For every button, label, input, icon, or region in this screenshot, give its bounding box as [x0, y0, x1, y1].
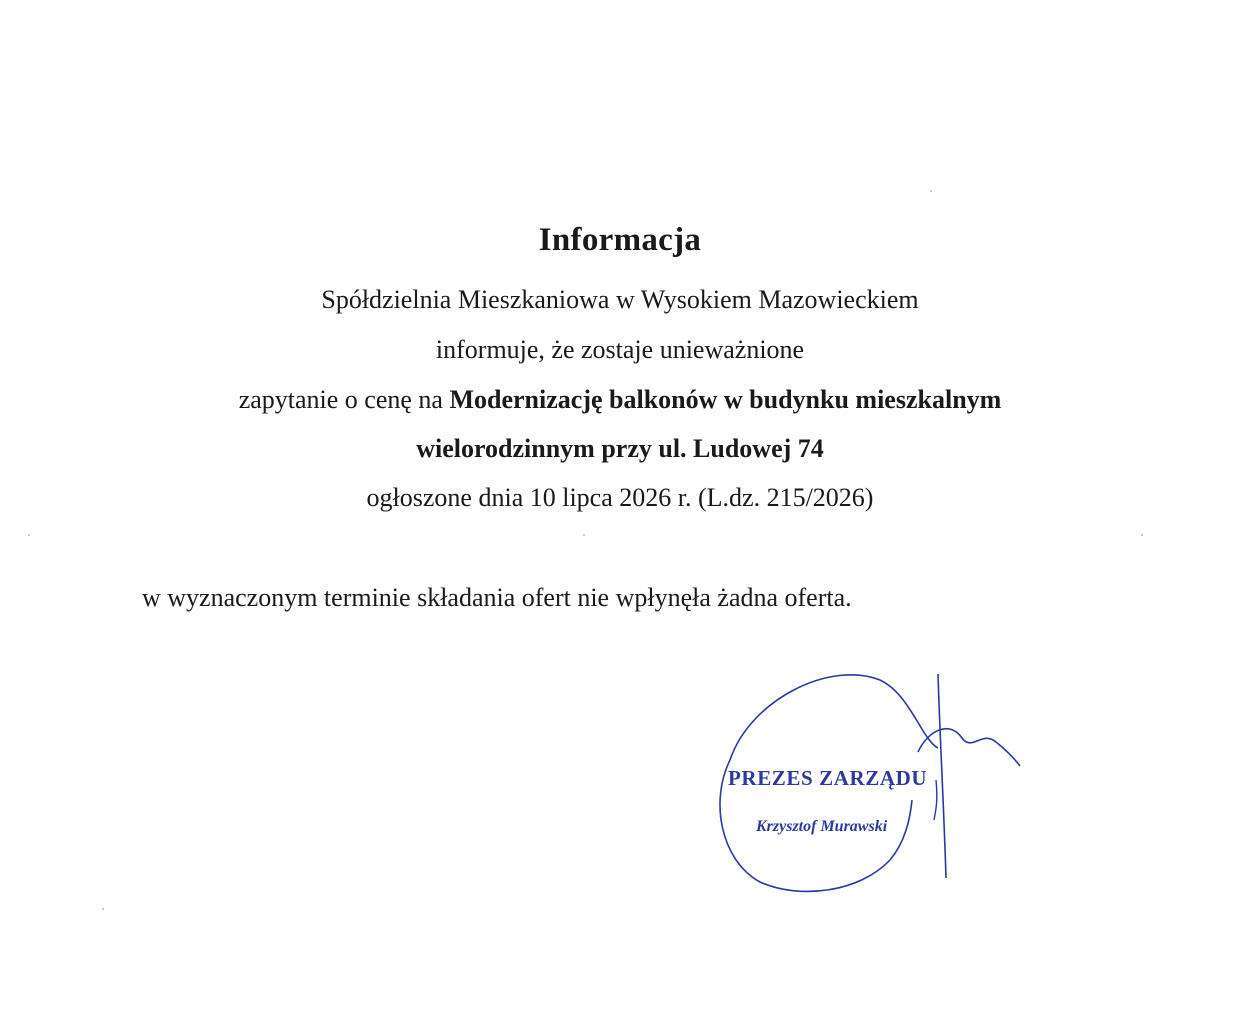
- scan-speck: [583, 534, 585, 536]
- inform-line: informuje, że zostaje unieważnione: [435, 335, 805, 364]
- organization-line: Spółdzielnia Mieszkaniowa w Wysokiem Mazowieckiem: [321, 285, 919, 314]
- stamp-name: Krzysztof Murawski: [756, 818, 888, 835]
- body-text: w wyznaczonym terminie składania ofert nie wpłynęła żadna oferta.: [142, 583, 852, 612]
- announcement-line: ogłoszone dnia 10 lipca 2026 r. (L.dz. 215/2026): [366, 483, 874, 512]
- scan-speck: [28, 534, 30, 536]
- document-title: Informacja: [538, 222, 702, 258]
- scan-speck: [102, 908, 104, 910]
- stamp-title: PREZES ZARZĄDU: [728, 766, 928, 790]
- scan-speck: [1141, 534, 1143, 536]
- subject-line: [0, 385, 1235, 415]
- subject-bold-part-2: wielorodzinnym przy ul. Ludowej 74: [416, 434, 824, 463]
- scan-speck: [930, 190, 932, 192]
- subject-bold-part-1: Modernizację balkonów w budynku mieszkalnym: [449, 385, 1002, 414]
- subject-prefix: zapytanie o cenę na: [238, 385, 450, 414]
